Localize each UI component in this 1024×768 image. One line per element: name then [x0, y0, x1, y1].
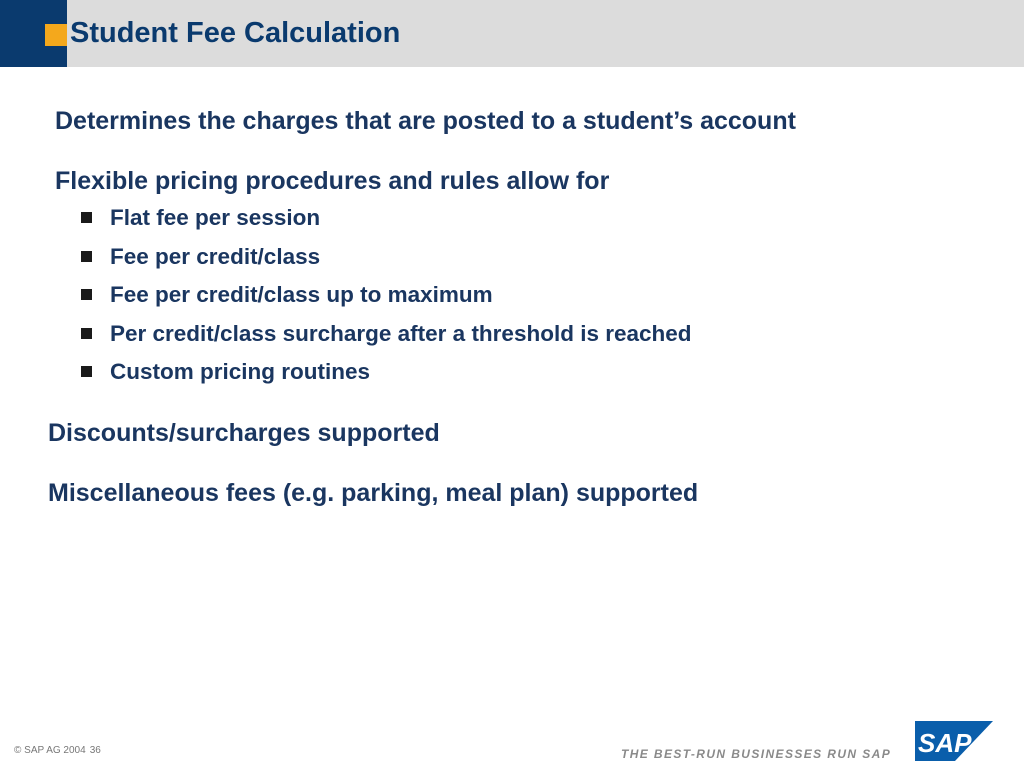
list-item — [80, 204, 692, 243]
page-title: Student Fee Calculation — [70, 17, 401, 49]
list-item-label: Fee per credit/class up to maximum — [110, 282, 493, 307]
list-item — [80, 320, 692, 359]
square-bullet-icon — [81, 328, 92, 339]
point-misc-fees: Miscellaneous fees (e.g. parking, meal plan) supported — [48, 479, 699, 507]
square-bullet-icon — [81, 212, 92, 223]
title-square-icon — [45, 24, 67, 46]
sap-logo-icon — [915, 721, 993, 761]
square-bullet-icon — [81, 251, 92, 262]
square-bullet-icon — [81, 366, 92, 377]
page-number: 36 — [89, 745, 101, 756]
list-item — [80, 358, 692, 397]
copyright-text: © SAP AG 2004 — [14, 745, 86, 756]
sap-logo-text: SAP — [918, 728, 972, 758]
intro-line-charges: Determines the charges that are posted to a student’s account — [55, 107, 796, 135]
list-item-label: Custom pricing routines — [110, 359, 371, 384]
footer-copyright — [14, 745, 101, 757]
list-item-label: Fee per credit/class — [110, 243, 321, 269]
pricing-bullet-list — [80, 204, 692, 397]
point-discounts: Discounts/surcharges supported — [48, 419, 440, 447]
intro-line-pricing: Flexible pricing procedures and rules allow for — [55, 167, 610, 195]
list-item — [80, 281, 692, 320]
list-item — [80, 243, 692, 282]
list-item-label: Per credit/class surcharge after a threshold is reached — [110, 320, 692, 346]
square-bullet-icon — [81, 289, 92, 300]
list-item-label: Flat fee per session — [110, 205, 321, 230]
footer-tagline: THE BEST-RUN BUSINESSES RUN SAP — [621, 747, 892, 761]
